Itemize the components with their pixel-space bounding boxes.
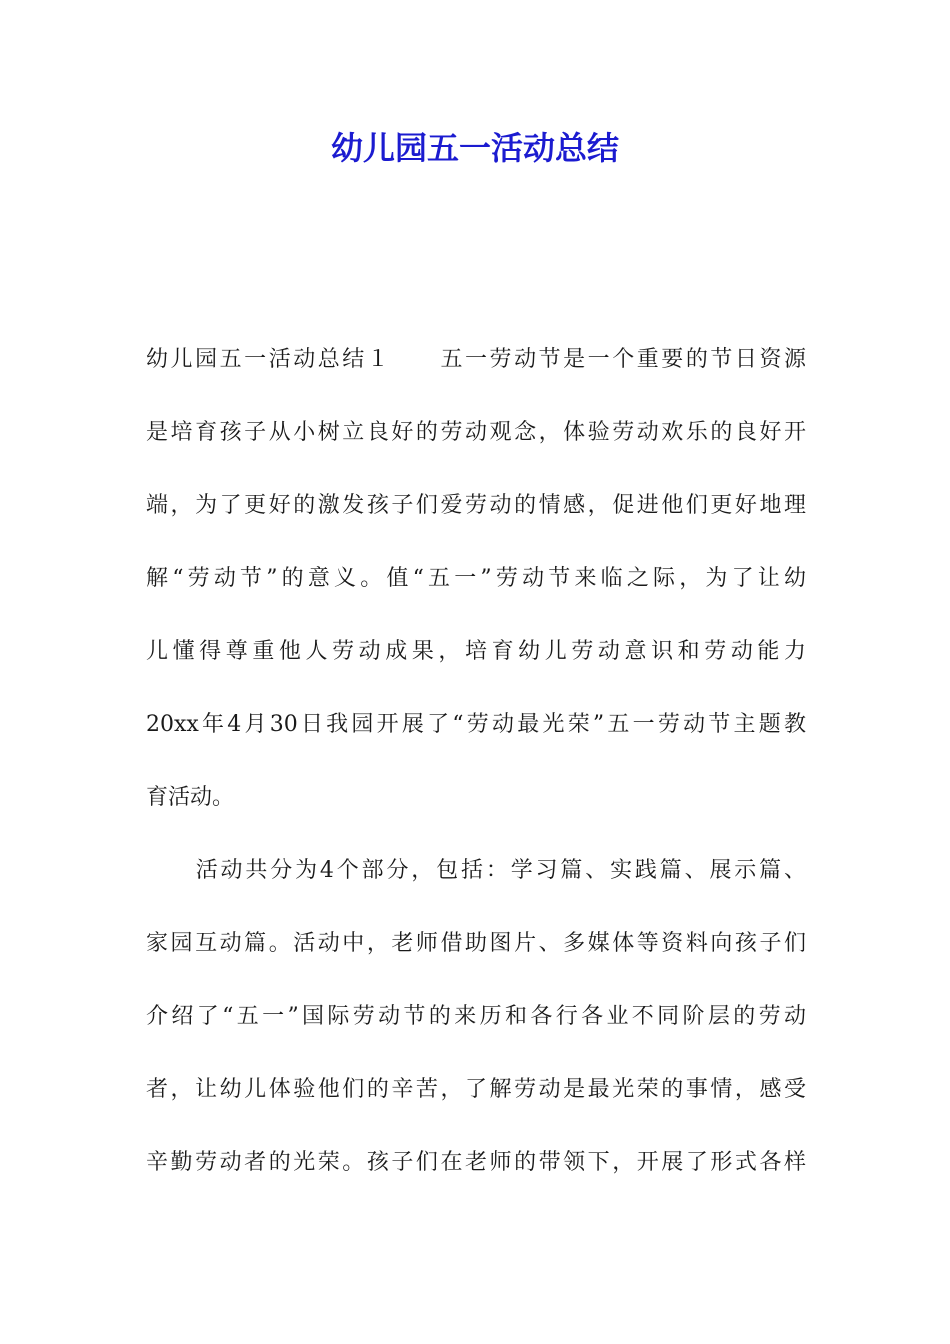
body-line: 介绍了“五一”国际劳动节的来历和各行各业不同阶层的劳动 [146, 1004, 806, 1029]
body-line: 儿懂得尊重他人劳动成果，培育幼儿劳动意识和劳动能力 [146, 639, 806, 664]
body-line: 端，为了更好的激发孩子们爱劳动的情感，促进他们更好地理 [146, 493, 806, 518]
body-line: 者，让幼儿体验他们的辛苦，了解劳动是最光荣的事情，感受 [146, 1077, 806, 1102]
body-line: 解“劳动节”的意义。值“五一”劳动节来临之际，为了让幼 [146, 566, 806, 591]
body-line: 20xx年4月30日我园开展了“劳动最光荣”五一劳动节主题教 [146, 712, 806, 737]
body-line: 育活动。 [146, 785, 235, 810]
body-line: 辛勤劳动者的光荣。孩子们在老师的带领下，开展了形式各样 [146, 1150, 806, 1175]
body-line: 幼儿园五一活动总结１ 五一劳动节是一个重要的节日资源 [146, 347, 806, 372]
document-title: 幼儿园五一活动总结 [330, 129, 619, 167]
body-line: 活动共分为4个部分，包括：学习篇、实践篇、展示篇、 [146, 858, 806, 883]
body-line: 家园互动篇。活动中，老师借助图片、多媒体等资料向孩子们 [146, 931, 806, 956]
body-line: 是培育孩子从小树立良好的劳动观念，体验劳动欢乐的良好开 [146, 420, 806, 445]
